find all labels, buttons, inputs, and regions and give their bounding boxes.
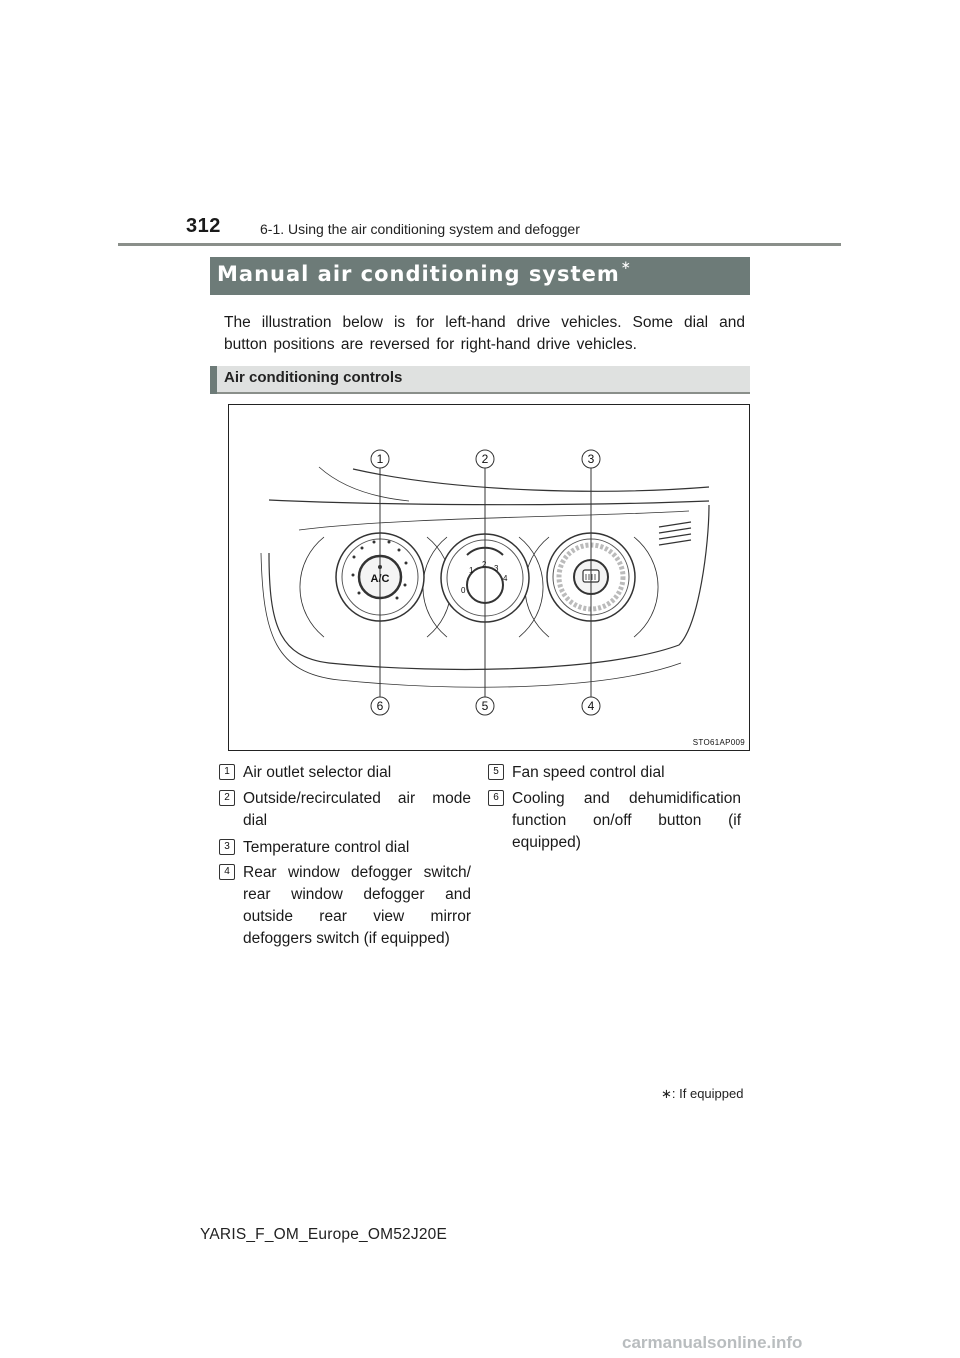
legend-number-5: 5 [488, 764, 504, 780]
footnote-marker: ∗ [661, 1086, 672, 1101]
legend-text-6: Cooling and dehumidification function on/off button (if equipped) [512, 790, 741, 851]
fan-tick-label: 3 [494, 564, 499, 573]
page-number: 312 [186, 215, 221, 237]
header-divider [118, 243, 841, 246]
watermark: carmanualsonline.info [622, 1333, 803, 1352]
dashboard-panel-drawing [229, 405, 749, 750]
illustration-code: STO61AP009 [692, 738, 745, 747]
legend-text-1: Air outlet selector dial [243, 764, 392, 781]
fan-tick-label: 0 [461, 586, 466, 595]
subheading: Air conditioning controls [224, 369, 403, 386]
fan-tick-label: 2 [482, 560, 487, 569]
section-header: 6-1. Using the air conditioning system and defogger [260, 221, 580, 237]
legend-number-4: 4 [219, 864, 235, 880]
callout-label: 1 [376, 452, 384, 466]
footnote-text: : If equipped [671, 1086, 744, 1101]
legend-number-6: 6 [488, 790, 504, 806]
legend-number-2: 2 [219, 790, 235, 806]
intro-paragraph: The illustration below is for left-hand drive vehicles. Some dial and button positions are reversed for right-hand drive vehicles. [224, 314, 745, 353]
legend-number-1: 1 [219, 764, 235, 780]
callout-4 [582, 697, 600, 715]
page-title [217, 258, 632, 286]
vent-slot [659, 522, 691, 527]
dial-bezel-arc [300, 537, 324, 637]
legend-text-3: Temperature control dial [243, 839, 410, 856]
callout-label: 2 [481, 452, 489, 466]
subheading-accent [210, 366, 217, 394]
footnote [661, 1086, 743, 1102]
callout-label: 3 [587, 452, 595, 466]
fan-tick-label: 1 [469, 566, 474, 575]
dash-top-line [353, 469, 709, 491]
callout-6 [371, 697, 389, 715]
fan-tick-label: 4 [503, 574, 508, 583]
callout-1 [371, 450, 389, 468]
legend-number-3: 3 [219, 839, 235, 855]
vent-slot [659, 534, 691, 539]
legend-text-5: Fan speed control dial [512, 764, 665, 781]
callout-3 [582, 450, 600, 468]
legend-text-2: Outside/recirculated air mode dial [243, 790, 471, 829]
vent-slot [659, 540, 691, 545]
callout-label: 5 [481, 699, 489, 713]
vent-slot [659, 528, 691, 533]
dial-bezel-arc [634, 537, 658, 637]
document-footer: YARIS_F_OM_Europe_OM52J20E [200, 1226, 448, 1243]
callout-label: 4 [587, 699, 595, 713]
legend-text-4: Rear window defogger switch/ rear window defogger and outside rear view mirror defoggers switch (if equipped) [243, 864, 471, 947]
callout-label: 6 [376, 699, 384, 713]
callout-5 [476, 697, 494, 715]
callout-2 [476, 450, 494, 468]
dash-line [319, 467, 409, 501]
ac-button-label: A/C [370, 573, 390, 585]
panel-inner-line [299, 511, 689, 530]
if-equipped-marker: ∗ [620, 258, 632, 272]
dash-line [269, 500, 709, 505]
ac-controls-illustration [228, 404, 750, 751]
page-title-text: Manual air conditioning system [217, 262, 620, 286]
